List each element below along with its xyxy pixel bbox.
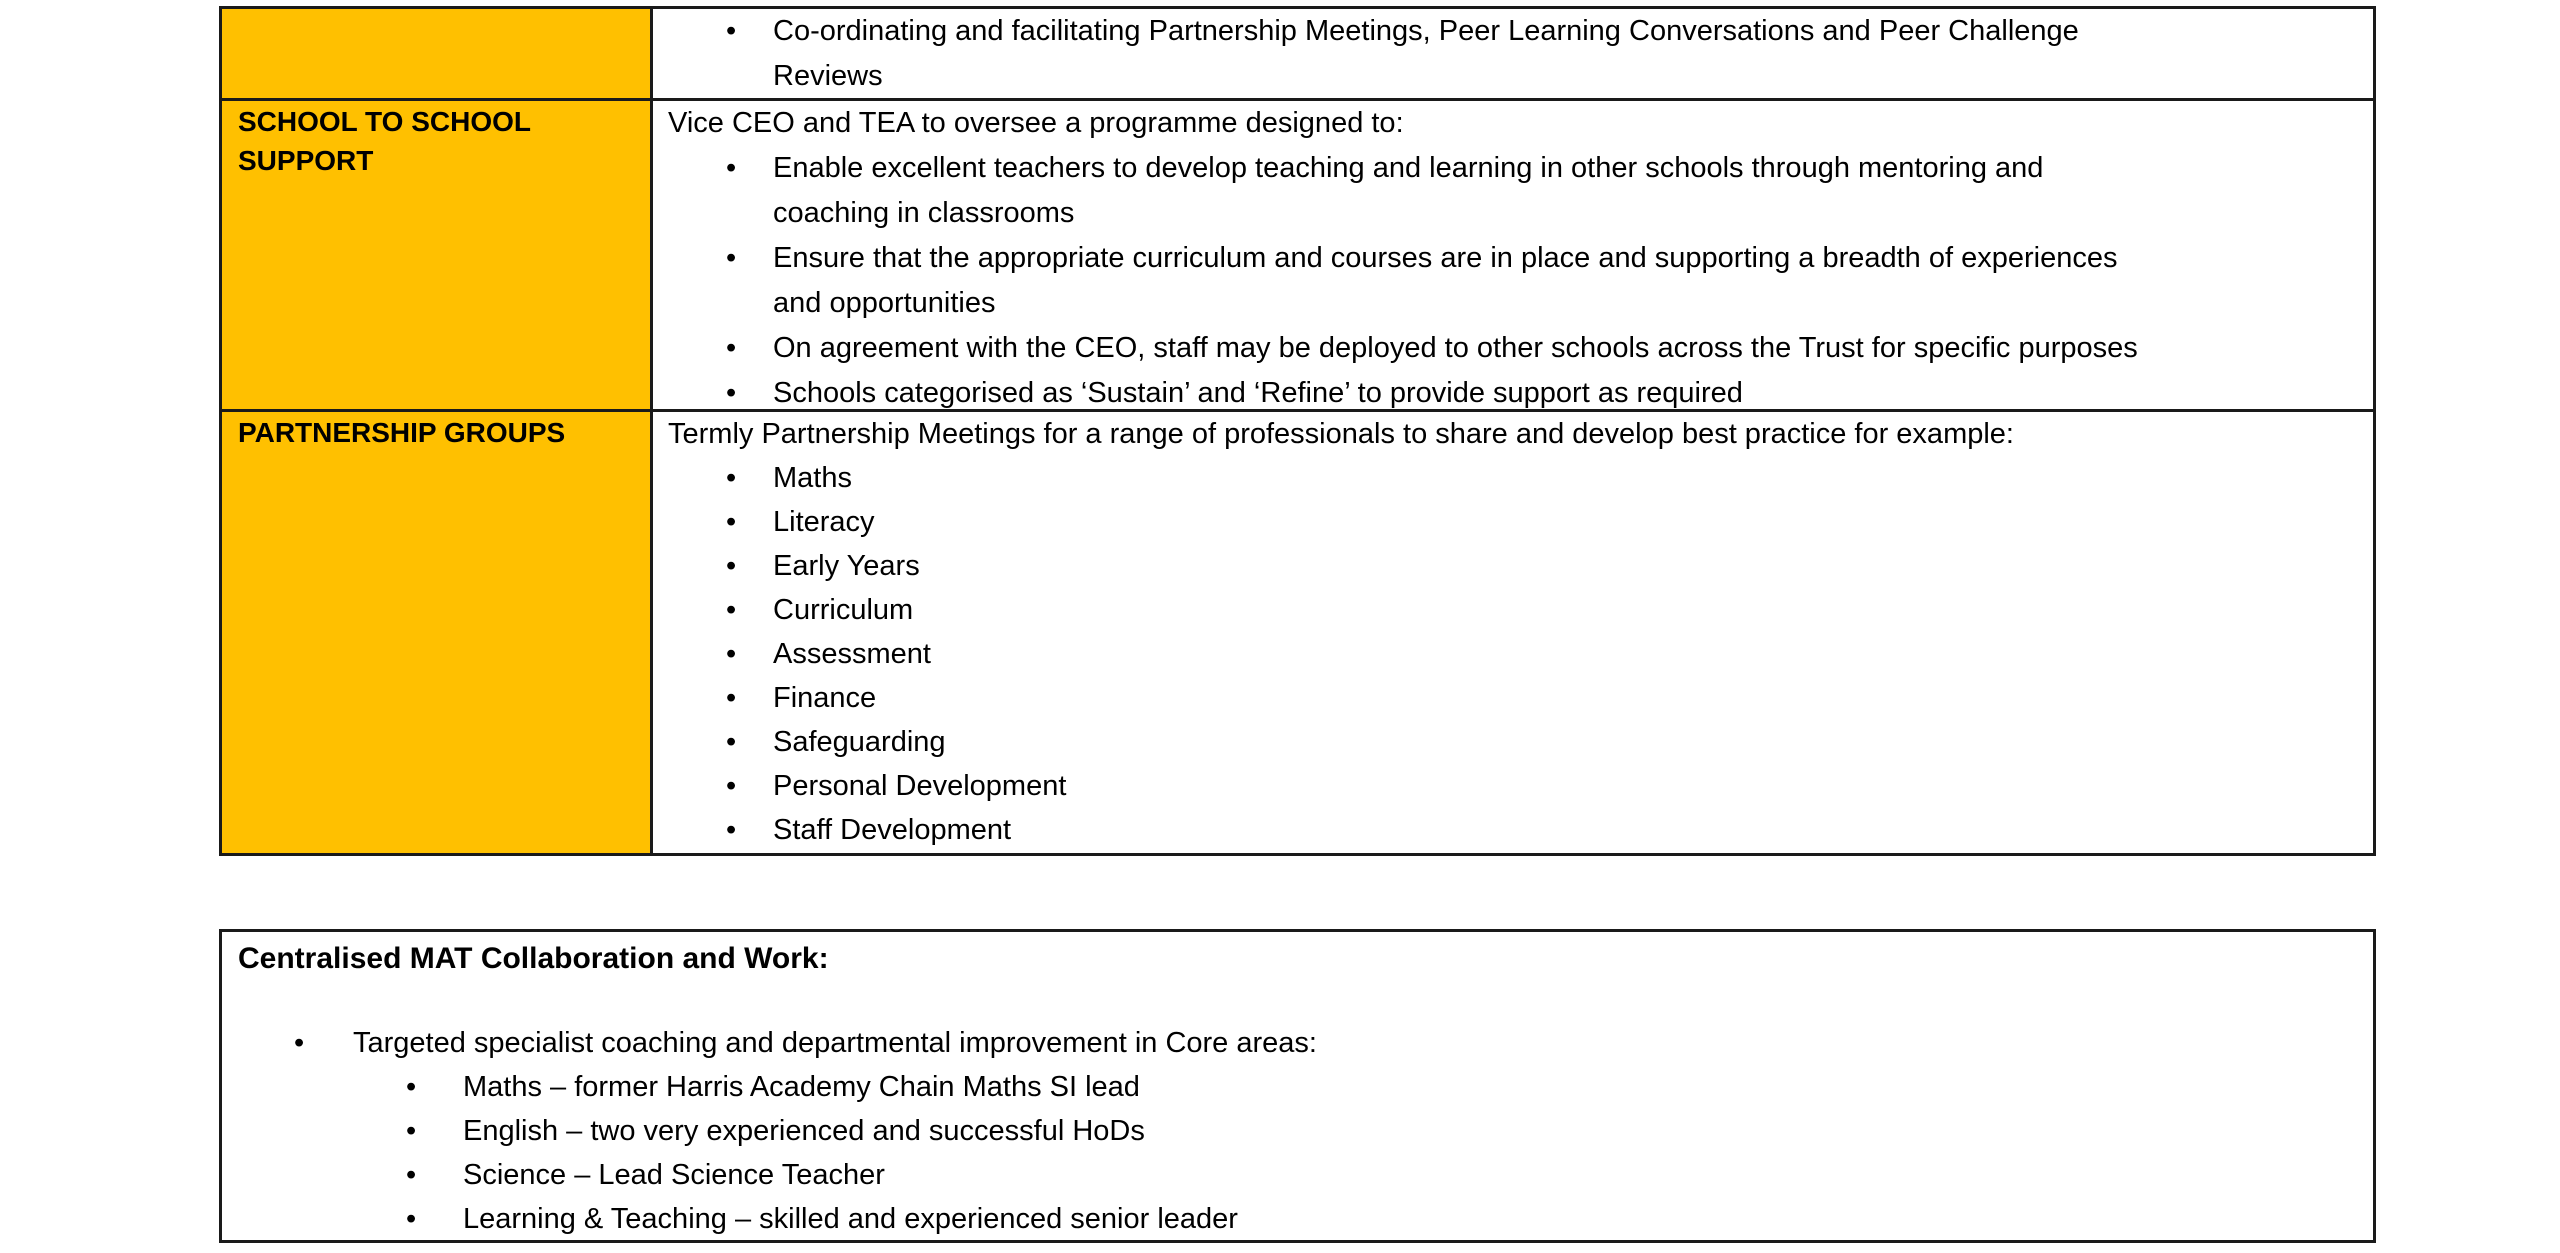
centralised-mat-box xyxy=(219,929,2376,1243)
bullet-item xyxy=(668,632,2365,676)
bullet-line: • Science – Lead Science Teacher xyxy=(463,1159,885,1191)
row-intro: Termly Partnership Meetings for a range of professionals to share and develop best practice for example: xyxy=(668,418,2014,450)
bullet-list xyxy=(668,146,2365,409)
bullet-line: • Schools categorised as ‘Sustain’ and ‘Refine’ to provide support as required xyxy=(773,377,1743,409)
row-label: PARTNERSHIP GROUPS xyxy=(238,417,566,448)
bullet-line: • Early Years xyxy=(773,550,920,582)
bullet-line: coaching in classrooms xyxy=(773,197,1075,229)
bullet-item xyxy=(668,9,2365,98)
row-content-cell xyxy=(653,101,2373,409)
box-sub-bullet-list xyxy=(238,1065,2363,1241)
sub-bullet-item xyxy=(238,1153,2363,1197)
bullet-line: • On agreement with the CEO, staff may be deployed to other schools across the Trust for specific purposes xyxy=(773,332,2138,364)
bullet-item xyxy=(668,764,2365,808)
bullet-line: • Co-ordinating and facilitating Partnership Meetings, Peer Learning Conversations and Peer Challenge xyxy=(773,15,2079,47)
sub-bullet-item xyxy=(238,1197,2363,1241)
row-content-cell xyxy=(653,412,2373,853)
bullet-line: and opportunities xyxy=(773,287,996,319)
bullet-line: • Assessment xyxy=(773,638,931,670)
bullet-line: • Targeted specialist coaching and departmental improvement in Core areas: xyxy=(353,1027,1317,1059)
bullet-item xyxy=(668,720,2365,764)
bullet-line: • Learning & Teaching – skilled and experienced senior leader xyxy=(463,1203,1238,1235)
bullet-line: • Literacy xyxy=(773,506,875,538)
bullet-line: • Maths – former Harris Academy Chain Maths SI lead xyxy=(463,1071,1140,1103)
bullet-line: • Enable excellent teachers to develop teaching and learning in other schools through mentoring and xyxy=(773,152,2044,184)
table-row-partnership-groups xyxy=(222,409,2373,853)
trust-support-table xyxy=(219,6,2376,856)
bullet-line: • Finance xyxy=(773,682,877,714)
box-heading: Centralised MAT Collaboration and Work: xyxy=(238,942,829,975)
row-label-cell-empty xyxy=(222,9,653,98)
bullet-line: • Curriculum xyxy=(773,594,914,626)
row-label-cell xyxy=(222,412,653,853)
bullet-item xyxy=(668,500,2365,544)
bullet-line: • Ensure that the appropriate curriculum and courses are in place and supporting a breadth of experiences xyxy=(773,242,2118,274)
bullet-line: • Safeguarding xyxy=(773,726,946,758)
bullet-item xyxy=(668,146,2365,236)
bullet-list xyxy=(668,9,2365,98)
row-content-cell xyxy=(653,9,2373,98)
bullet-list xyxy=(668,456,2365,852)
bullet-item xyxy=(668,544,2365,588)
bullet-item xyxy=(668,808,2365,852)
table-row-continuation xyxy=(222,9,2373,98)
box-bullet-list xyxy=(238,1021,2363,1065)
sub-bullet-item xyxy=(238,1065,2363,1109)
bullet-item xyxy=(668,371,2365,409)
bullet-line: Reviews xyxy=(773,60,883,92)
bullet-item xyxy=(668,236,2365,326)
bullet-item xyxy=(668,326,2365,371)
bullet-line: • Personal Development xyxy=(773,770,1067,802)
bullet-line: • Maths xyxy=(773,462,852,494)
bullet-item xyxy=(668,456,2365,500)
bullet-item xyxy=(238,1021,2363,1065)
bullet-line: • Staff Development xyxy=(773,814,1012,846)
bullet-item xyxy=(668,676,2365,720)
row-label: SCHOOL TO SCHOOL SUPPORT xyxy=(238,106,531,176)
sub-bullet-item xyxy=(238,1109,2363,1153)
row-intro: Vice CEO and TEA to oversee a programme designed to: xyxy=(668,107,1404,139)
table-row-school-to-school-support xyxy=(222,98,2373,409)
row-label-cell xyxy=(222,101,653,409)
bullet-line: • English – two very experienced and successful HoDs xyxy=(463,1115,1145,1147)
bullet-item xyxy=(668,588,2365,632)
